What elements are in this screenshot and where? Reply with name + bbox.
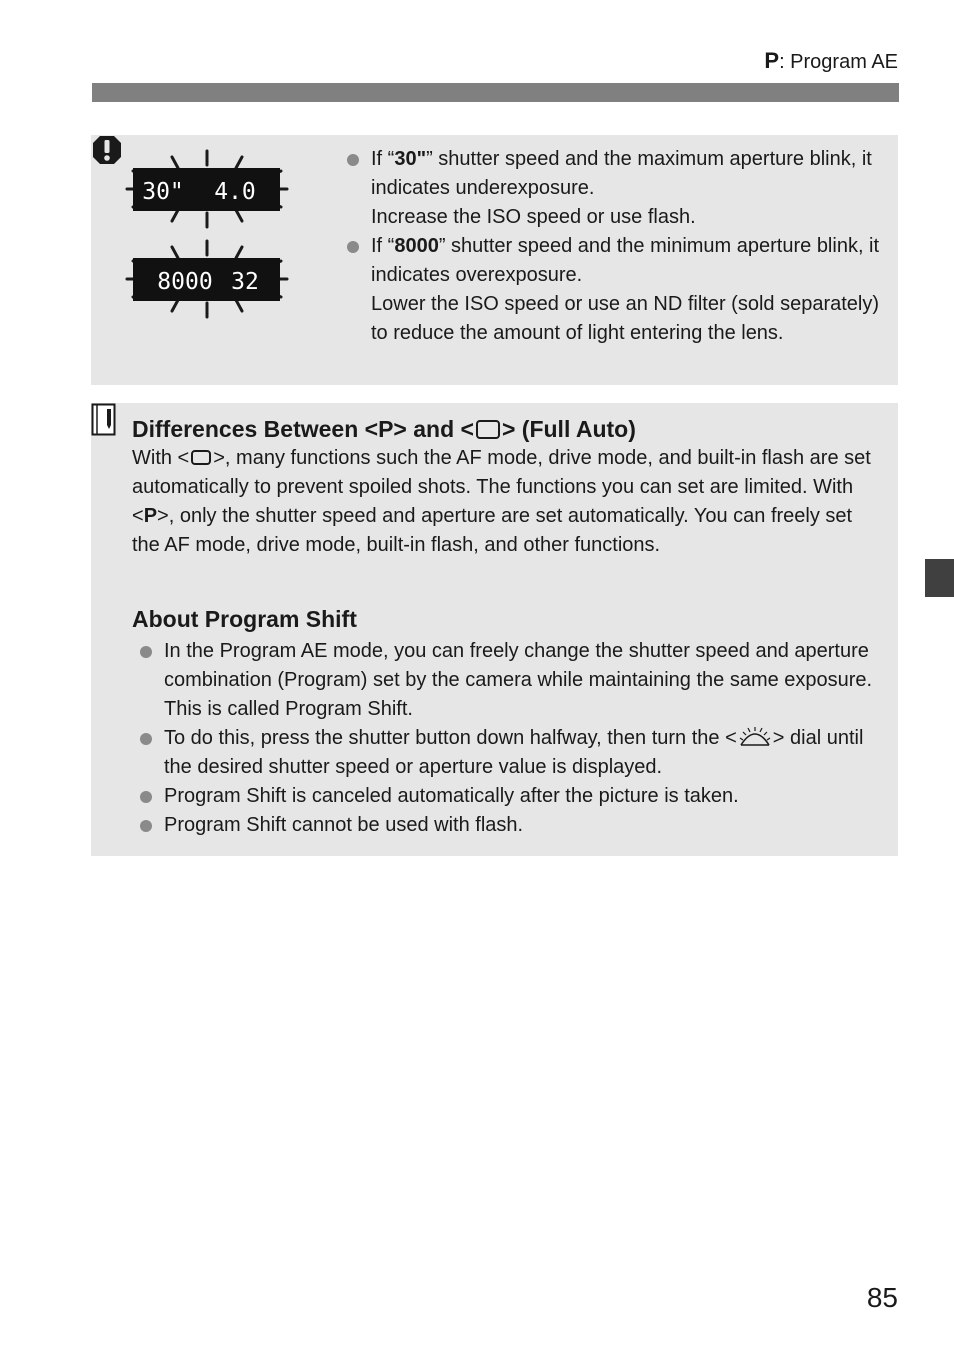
item-text: > dial until the desired shutter speed or aperture value is displayed. bbox=[164, 727, 864, 778]
program-shift-list bbox=[138, 637, 888, 840]
item-text: To do this, press the shutter button down halfway, then turn the < bbox=[164, 727, 737, 749]
full-auto-mode-icon bbox=[476, 420, 500, 439]
lcd-aperture-value: 32 bbox=[231, 269, 259, 295]
lcd-shutter-value: 8000 bbox=[157, 269, 213, 295]
memo-note-icon bbox=[91, 403, 117, 437]
program-mode-symbol: P bbox=[378, 416, 394, 442]
item-text: ” shutter speed and the maximum aperture blink, it indicates underexposure. bbox=[371, 148, 872, 199]
list-item bbox=[138, 724, 888, 782]
chapter-tab bbox=[925, 559, 954, 597]
list-item bbox=[138, 782, 888, 811]
page-header bbox=[764, 48, 898, 74]
item-advice: Lower the ISO speed or use an ND filter (sold separately) to reduce the amount of light entering the lens. bbox=[371, 293, 880, 344]
notes-box bbox=[91, 403, 898, 856]
item-text: ” shutter speed and the minimum aperture blink, it indicates overexposure. bbox=[371, 235, 880, 286]
caution-box bbox=[91, 135, 898, 385]
lcd-aperture-value: 4.0 bbox=[214, 179, 256, 205]
section-heading-differences: Differences Between <P> and < > (Full Auto) bbox=[132, 416, 636, 442]
bullet-icon bbox=[140, 733, 152, 745]
lcd-shutter-value: 30" bbox=[142, 179, 184, 205]
page-number: 85 bbox=[866, 1282, 898, 1313]
program-mode-symbol: P bbox=[143, 505, 158, 527]
list-item bbox=[345, 232, 885, 348]
item-text: Program Shift is canceled automatically after the picture is taken. bbox=[164, 785, 739, 807]
item-text: Program Shift cannot be used with flash. bbox=[164, 814, 524, 836]
header-title: : Program AE bbox=[779, 51, 898, 73]
lcd-underexposure-display bbox=[125, 149, 289, 229]
section-heading-program-shift: About Program Shift bbox=[132, 606, 357, 632]
item-advice: Increase the ISO speed or use flash. bbox=[371, 206, 696, 228]
header-rule bbox=[92, 83, 899, 102]
list-item bbox=[138, 637, 888, 724]
bullet-icon bbox=[347, 154, 359, 166]
caution-exclamation-icon bbox=[92, 135, 122, 165]
caution-list bbox=[345, 145, 885, 348]
differences-paragraph: With < >, many functions such the AF mode, drive mode, and built-in flash are set automatically to prevent spoiled shots. The functions you can set are limited. With <P>, only the shutter speed and aperture are set automatically. You can freely set the AF mode, drive mode, built-in flash, and other functions. bbox=[132, 447, 871, 556]
item-text: If “ bbox=[371, 148, 395, 170]
lcd-value-text: 8000 bbox=[394, 235, 439, 257]
item-text: If “ bbox=[371, 235, 395, 257]
lcd-overexposure-display bbox=[125, 239, 289, 319]
program-mode-symbol: P bbox=[764, 48, 780, 73]
bullet-icon bbox=[140, 820, 152, 832]
full-auto-mode-icon bbox=[191, 450, 211, 465]
list-item bbox=[345, 145, 885, 232]
main-dial-icon bbox=[737, 727, 773, 747]
lcd-value-text: 30" bbox=[394, 148, 427, 170]
bullet-icon bbox=[140, 791, 152, 803]
bullet-icon bbox=[140, 646, 152, 658]
item-text: In the Program AE mode, you can freely change the shutter speed and aperture combination (Program) set by the camera while maintaining the same exposure. This is called Program Shift. bbox=[164, 640, 873, 720]
list-item bbox=[138, 811, 888, 840]
bullet-icon bbox=[347, 241, 359, 253]
